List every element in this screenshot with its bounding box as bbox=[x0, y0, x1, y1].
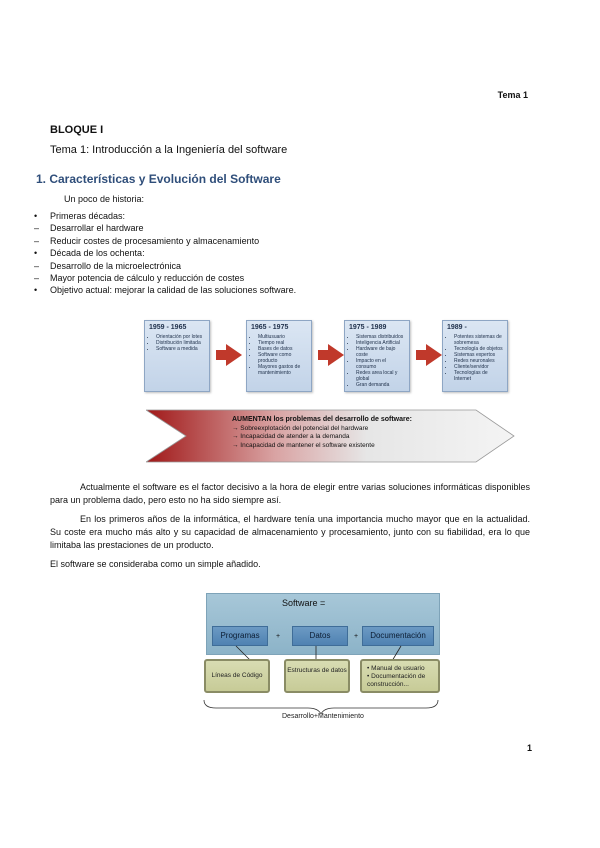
tema-title: Tema 1: Introducción a la Ingeniería del software bbox=[50, 144, 288, 156]
lineas-codigo-box: Líneas de Código bbox=[204, 659, 270, 693]
list-item: – Reducir costes de procesamiento y almacenamiento bbox=[34, 235, 260, 246]
list-item: • Década de los ochenta: bbox=[34, 248, 145, 259]
list-item: – Mayor potencia de cálculo y reducción de costes bbox=[34, 273, 245, 284]
era-box-2: 1965 - 1975 • Multiusuario • Tiempo real • Bases de datos • Software como producto • Mayores gastos de mantenimiento bbox=[246, 320, 312, 392]
bullet-marker: • bbox=[34, 211, 38, 221]
bullet-marker: • bbox=[34, 285, 38, 296]
running-header: Tema 1 bbox=[497, 90, 528, 100]
dash-marker: – bbox=[34, 223, 40, 234]
plus-sign: + bbox=[354, 633, 359, 640]
programas-box: Programas bbox=[212, 626, 268, 646]
bullet-marker: • bbox=[34, 248, 38, 259]
era-box-3: 1975 - 1989 • Sistemas distribuidos • Inteligencia Artificial • Hardware de bajo coste • Impacto en el consumo • Redes area local y global • Gran demanda bbox=[344, 320, 410, 392]
estructuras-datos-box: Estructuras de datos bbox=[284, 659, 350, 693]
diagram-title: Software = bbox=[282, 598, 326, 608]
datos-box: Datos bbox=[292, 626, 348, 646]
diagram-connectors bbox=[196, 588, 446, 728]
era-box-4: 1989 - • Potentes sistemas de sobremesa • Tecnología de objetos • Sistemas expertos • Redes neuronales • Cliente/servidor • Tecnologías de Internet bbox=[442, 320, 508, 392]
documentacion-items-box: • Manual de usuario • Documentación de construcción... bbox=[360, 659, 440, 693]
paragraph: Actualmente el software es el factor decisivo a la hora de elegir entre varias soluciones informáticas disponibles para un problema dado, pero esto no ha sido siempre así. bbox=[50, 482, 530, 505]
software-evolution-figure bbox=[140, 316, 520, 476]
list-item: – Desarrollar el hardware bbox=[34, 223, 144, 234]
list-item: • Objetivo actual: mejorar la calidad de las soluciones software. bbox=[34, 285, 297, 296]
right-arrow-icon bbox=[328, 344, 344, 366]
diagram-footer: Desarrollo+Mantenimiento bbox=[282, 713, 364, 720]
list-item: – Desarrollo de la microelectrónica bbox=[34, 260, 182, 271]
bloque-heading: BLOQUE I bbox=[50, 124, 104, 136]
intro-text: Un poco de historia: bbox=[64, 194, 145, 204]
software-composition-diagram bbox=[196, 588, 446, 728]
paragraph: El software se consideraba como un simple añadido. bbox=[50, 559, 261, 569]
list-item: • Primeras décadas: bbox=[34, 211, 126, 221]
right-arrow-icon bbox=[426, 344, 442, 366]
section-title: 1. Características y Evolución del Software bbox=[36, 172, 281, 186]
era-box-1: 1959 - 1965 • Orientación por lotes • Distribución limitada • Software a medida bbox=[144, 320, 210, 392]
history-list bbox=[34, 210, 296, 297]
dash-marker: – bbox=[34, 273, 40, 284]
plus-sign: + bbox=[276, 633, 281, 640]
page-number: 1 bbox=[526, 743, 532, 753]
right-arrow-icon bbox=[226, 344, 242, 366]
dash-marker: – bbox=[34, 260, 40, 271]
problems-text: AUMENTAN los problemas del desarrollo de software: → Sobreexplotación del potencial del hardware → Incapacidad de atender a la demanda → Incapacidad de mantener el software existente bbox=[232, 416, 412, 449]
dash-marker: – bbox=[34, 235, 40, 246]
paragraph: En los primeros años de la informática, el hardware tenía una importancia mucho mayor que en la actualidad. Su coste era mucho más alto y su capacidad de almacenamiento y procesamiento, junto con su fiabilidad, era lo que limitaba las prestaciones de un producto. bbox=[50, 514, 530, 550]
documentacion-box: Documentación bbox=[362, 626, 434, 646]
